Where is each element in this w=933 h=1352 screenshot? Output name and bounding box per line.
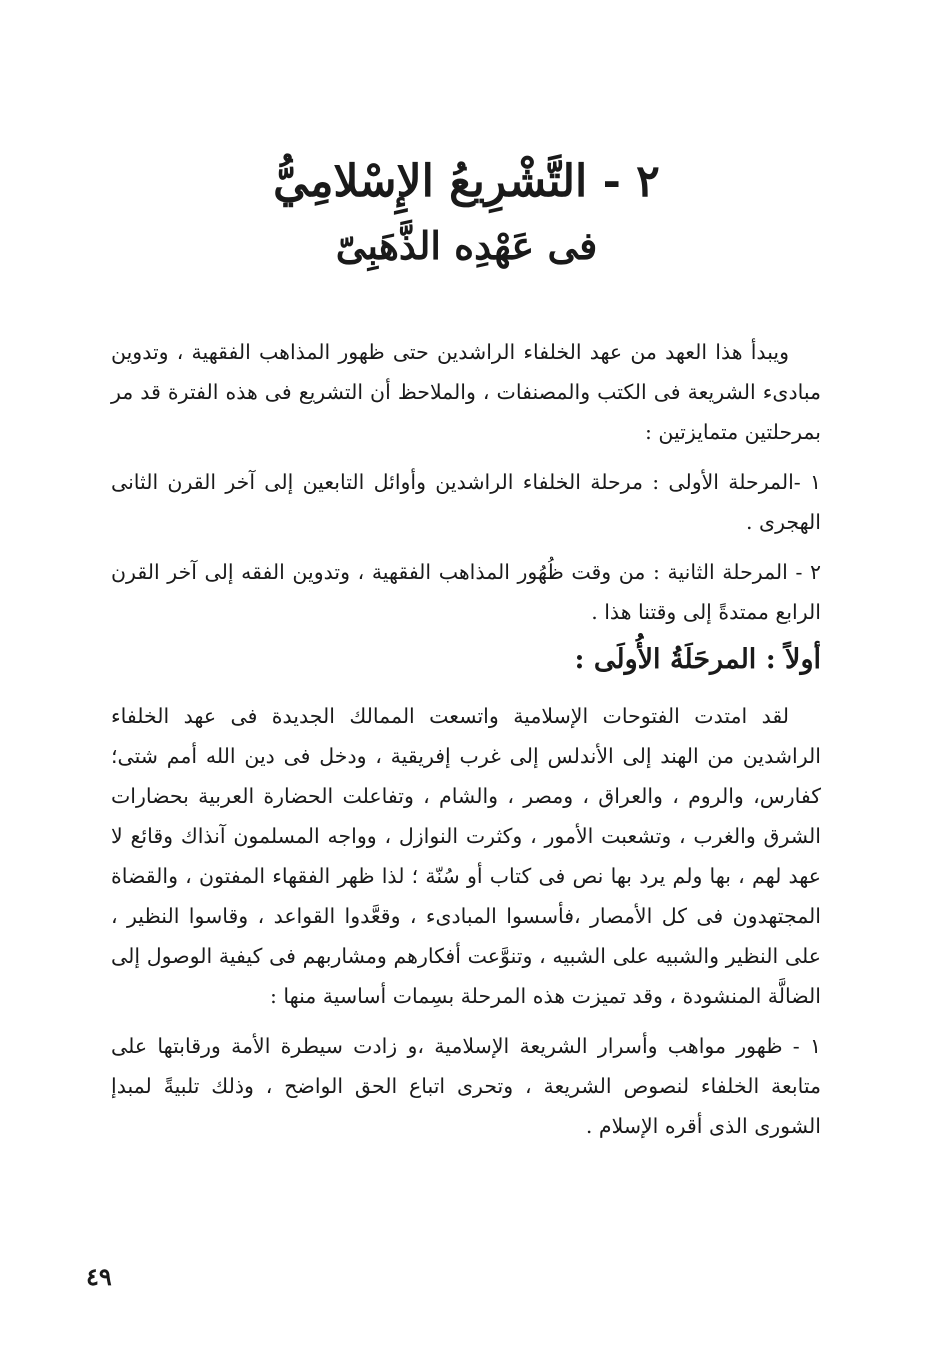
intro-paragraph: ويبدأ هذا العهد من عهد الخلفاء الراشدين حتى ظهور المذاهب الفقهية ، وتدوين مبادىء الشريعة فى الكتب والمصنفات ، والملاحظ أن التشريع فى هذه الفترة قد مر بمرحلتين متمايزتين :	[111, 340, 821, 444]
stage-two-paragraph: ٢ - المرحلة الثانية : من وقت ظُهُور المذاهب الفقهية ، وتدوين الفقه إلى آخر القرن الرابع ممتدةً إلى وقتنا هذا .	[111, 560, 821, 624]
title-block	[0, 150, 933, 274]
body-text	[111, 332, 821, 1156]
section-heading: أولاً : المرحَلَةُ الأُولَى :	[574, 644, 821, 675]
stage-one-paragraph: ١ -المرحلة الأولى : مرحلة الخلفاء الراشدين وأوائل التابعين إلى آخر القرن الثانى الهجرى .	[111, 470, 821, 534]
chapter-title: ٢ - التَّشْرِيعُ الإِسْلامِيُّ	[273, 156, 660, 207]
section-paragraph: لقد امتدت الفتوحات الإسلامية واتسعت الممالك الجديدة فى عهد الخلفاء الراشدين من الهند إلى الأندلس إلى غرب إفريقية ، ودخل فى دين الله أمم شتى؛ كفارس، والروم ، والعراق ، ومصر ، والشام ، وتفاعلت الحضارة العربية بحضارات الشرق والغرب ، وتشعبت الأمور ، وكثرت النوازل ، وواجه المسلمون آنذاك وقائع لا عهد لهم ، بها ولم يرد بها نص فى كتاب أو سُنّة ؛ لذا ظهر الفقهاء المفتون ، والقضاة المجتهدون فى كل الأمصار ،فأسسوا المبادىء ، وقعَّدوا القواعد ، وقاسوا النظير ، على النظير والشبيه على الشبيه ، وتنوَّعت أفكارهم ومشاربهم فى كيفية الوصول إلى الضالَّة المنشودة ، وقد تميزت هذه المرحلة بسِمات أساسية منها :	[111, 704, 821, 1008]
feature-one-paragraph: ١ - ظهور مواهب وأسرار الشريعة الإسلامية ،و زادت سيطرة الأمة ورقابتها على متابعة الخلفاء لنصوص الشريعة ، وتحرى اتباع الحق الواضح ، وذلك تلبيةً لمبدإ الشورى الذى أقره الإسلام .	[111, 1034, 821, 1138]
chapter-subtitle: فى عَهْدِه الذَّهَبِىّ	[335, 223, 598, 268]
page-number: ٤٩	[86, 1262, 112, 1291]
